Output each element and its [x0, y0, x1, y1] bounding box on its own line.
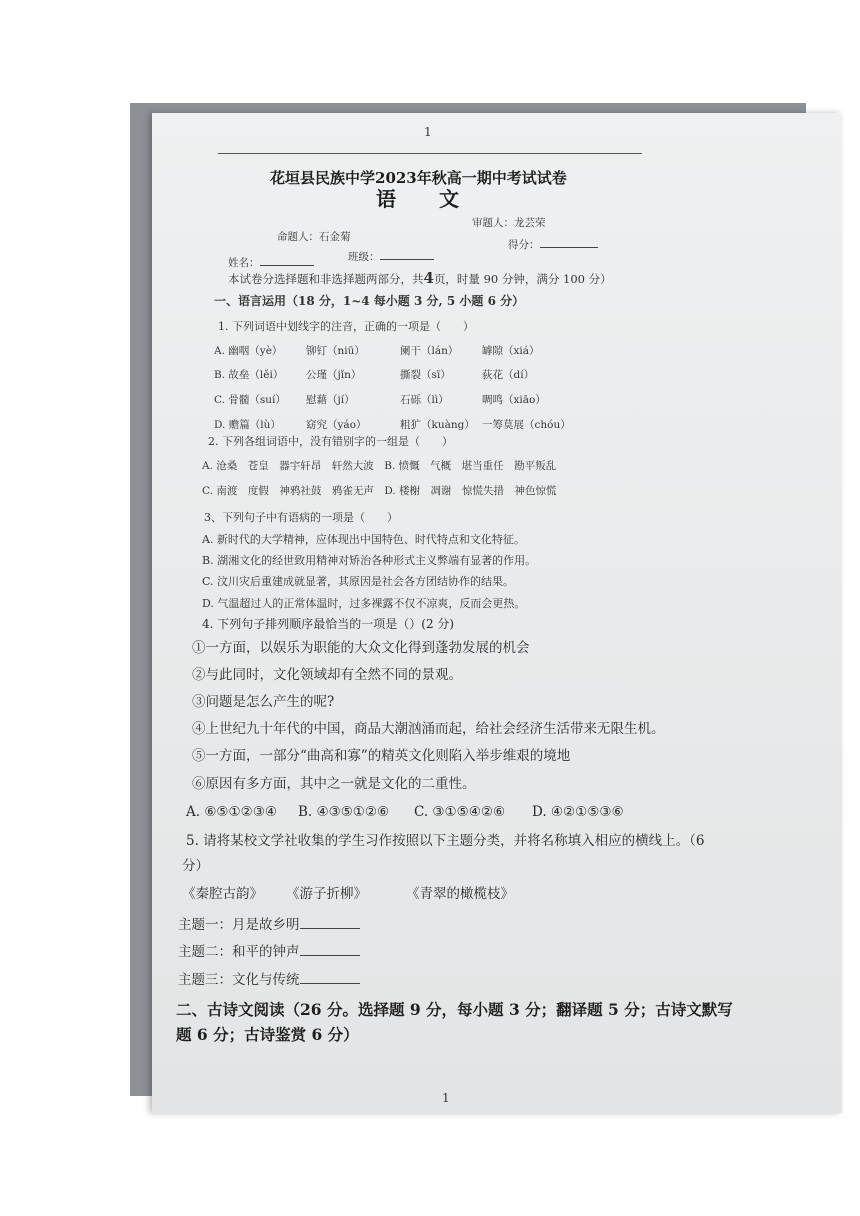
q5-theme-1-blank — [300, 918, 360, 929]
class-field — [348, 249, 434, 264]
section2-heading-line1: 二、古诗文阅读（26 分。选择题 9 分，每小题 3 分；翻译题 5 分；古诗文默写 — [176, 1000, 733, 1019]
q4-sentence-4: ④上世纪九十年代的中国，商品大潮汹涌而起，给社会经济生活带来无限生机。 — [192, 721, 665, 737]
section1-heading: 一、语言运用（18 分，1~4 每小题 3 分, 5 小题 6 分） — [214, 294, 525, 308]
q4-option-d: D. ④②①⑤③⑥ — [532, 804, 624, 820]
q5-theme-1 — [178, 918, 360, 932]
exam-title: 花垣县民族中学2023年秋高一期中考试试卷 — [270, 169, 567, 187]
q1-d-2: 窈究（yáo） — [306, 419, 367, 431]
q1-b-3: 撕裂（sī） — [400, 369, 451, 381]
q3-option-d: D. 气温超过人的正常体温时，过多裸露不仅不凉爽，反而会更热。 — [202, 597, 526, 610]
q5-theme-3-label: 主题三：文化与传统 — [178, 972, 300, 988]
q1-b-2: 公瑾（jǐn） — [306, 369, 362, 381]
score-label: 得分： — [508, 239, 540, 251]
q5-theme-2 — [178, 945, 360, 959]
q1-d-1: D. 赡篇（lù） — [214, 419, 281, 431]
reviewer: 审题人：龙芸荣 — [472, 217, 546, 229]
q5-theme-2-blank — [300, 945, 360, 956]
q4-stem: 4. 下列句子排列顺序最恰当的一项是（）(2 分) — [202, 617, 455, 631]
q4-option-a: A. ⑥⑤①②③④ — [186, 804, 277, 820]
q1-c-1: C. 骨髓（suí） — [214, 394, 286, 406]
intro-before: 本试卷分选择题和非选择题两部分，共 — [228, 272, 424, 286]
header-rule — [218, 153, 642, 154]
q4-sentence-6: ⑥原因有多方面，其中之一就是文化的二重性。 — [192, 776, 476, 792]
q5-work-1: 《秦腔古韵》 — [182, 886, 263, 902]
q1-c-2: 慰藉（jí） — [306, 394, 355, 406]
q3-option-b: B. 湖湘文化的经世致用精神对矫治各种形式主义弊端有显著的作用。 — [202, 554, 537, 567]
page-number-top: 1 — [424, 125, 432, 139]
exam-intro — [228, 271, 612, 286]
q1-c-3: 石砾（lì） — [400, 394, 449, 406]
q2-row2: C. 南渡 度假 神鸦社鼓 鸦雀无声 D. 楼榭 凋谢 惊慌失措 神色惊慌 — [202, 485, 557, 497]
q5-theme-3 — [178, 973, 360, 987]
q4-option-c: C. ③①⑤④②⑥ — [414, 804, 506, 820]
page-number-bottom: 1 — [442, 1091, 450, 1105]
q4-sentence-3: ③问题是怎么产生的呢? — [192, 694, 335, 710]
subject-title: 语 文 — [376, 187, 477, 211]
q1-stem: 1. 下列词语中划线字的注音，正确的一项是（ ） — [218, 320, 474, 333]
class-label: 班级： — [348, 251, 380, 263]
handwritten-page-count: 4 — [423, 269, 434, 287]
q5-stem-line1: 5. 请将某校文学社收集的学生习作按照以下主题分类，并将名称填入相应的横线上。（6 — [186, 833, 705, 849]
name-field — [228, 255, 314, 270]
q1-a-4: 罅隙（xiá） — [482, 345, 540, 357]
q5-theme-1-label: 主题一：月是故乡明 — [178, 917, 300, 933]
q4-sentence-2: ②与此同时，文化领域却有全然不同的景观。 — [192, 667, 462, 683]
q4-sentence-5: ⑤一方面，一部分“曲高和寡”的精英文化则陷入举步维艰的境地 — [192, 748, 571, 764]
q3-option-a: A. 新时代的大学精神，应体现出中国特色、时代特点和文化特征。 — [202, 533, 525, 546]
q1-c-4: 啁鸣（xiāo） — [482, 394, 546, 406]
q2-row1: A. 沧桑 苍皇 器宇轩昂 轩然大波 B. 愤慨 气概 堪当重任 勘平叛乱 — [202, 460, 557, 472]
q3-option-c: C. 汶川灾后重建成就显著，其原因是社会各方团结协作的结果。 — [202, 575, 515, 588]
q4-sentence-1: ①一方面，以娱乐为职能的大众文化得到蓬勃发展的机会 — [192, 640, 530, 656]
q5-theme-2-label: 主题二：和平的钟声 — [178, 944, 300, 960]
q1-a-3: 阑干（lán） — [400, 345, 459, 357]
q1-d-3: 粗犷（kuàng） — [400, 419, 475, 431]
q3-stem: 3、下列句子中有语病的一项是（ ） — [204, 511, 398, 524]
exam-paper — [152, 113, 842, 1113]
name-label: 姓名： — [228, 257, 260, 269]
q1-d-4: 一筹莫展（chóu） — [482, 419, 571, 431]
q5-stem-line2: 分） — [182, 858, 209, 874]
setter: 命题人：石金菊 — [277, 231, 351, 243]
q5-work-2: 《游子折柳》 — [286, 886, 367, 902]
q4-option-b: B. ④③⑤①②⑥ — [298, 804, 390, 820]
score-blank — [540, 237, 598, 248]
name-blank — [260, 255, 314, 266]
intro-after: 页，时量 90 分钟，满分 100 分） — [433, 272, 612, 286]
class-blank — [380, 249, 434, 260]
section2-heading-line2: 题 6 分；古诗鉴赏 6 分） — [176, 1025, 359, 1044]
photographed-sheet — [130, 103, 806, 1105]
q1-b-4: 荻花（dí） — [482, 369, 535, 381]
q1-a-2: 铆钉（niū） — [306, 345, 365, 357]
q1-a-1: A. 幽咽（yè） — [214, 345, 283, 357]
score-field — [508, 237, 598, 252]
q1-b-1: B. 故垒（lěi） — [214, 369, 284, 381]
q2-stem: 2. 下列各组词语中，没有错别字的一组是（ ） — [208, 435, 453, 448]
q5-work-3: 《青翠的橄榄枝》 — [406, 886, 514, 902]
q5-theme-3-blank — [300, 973, 360, 984]
